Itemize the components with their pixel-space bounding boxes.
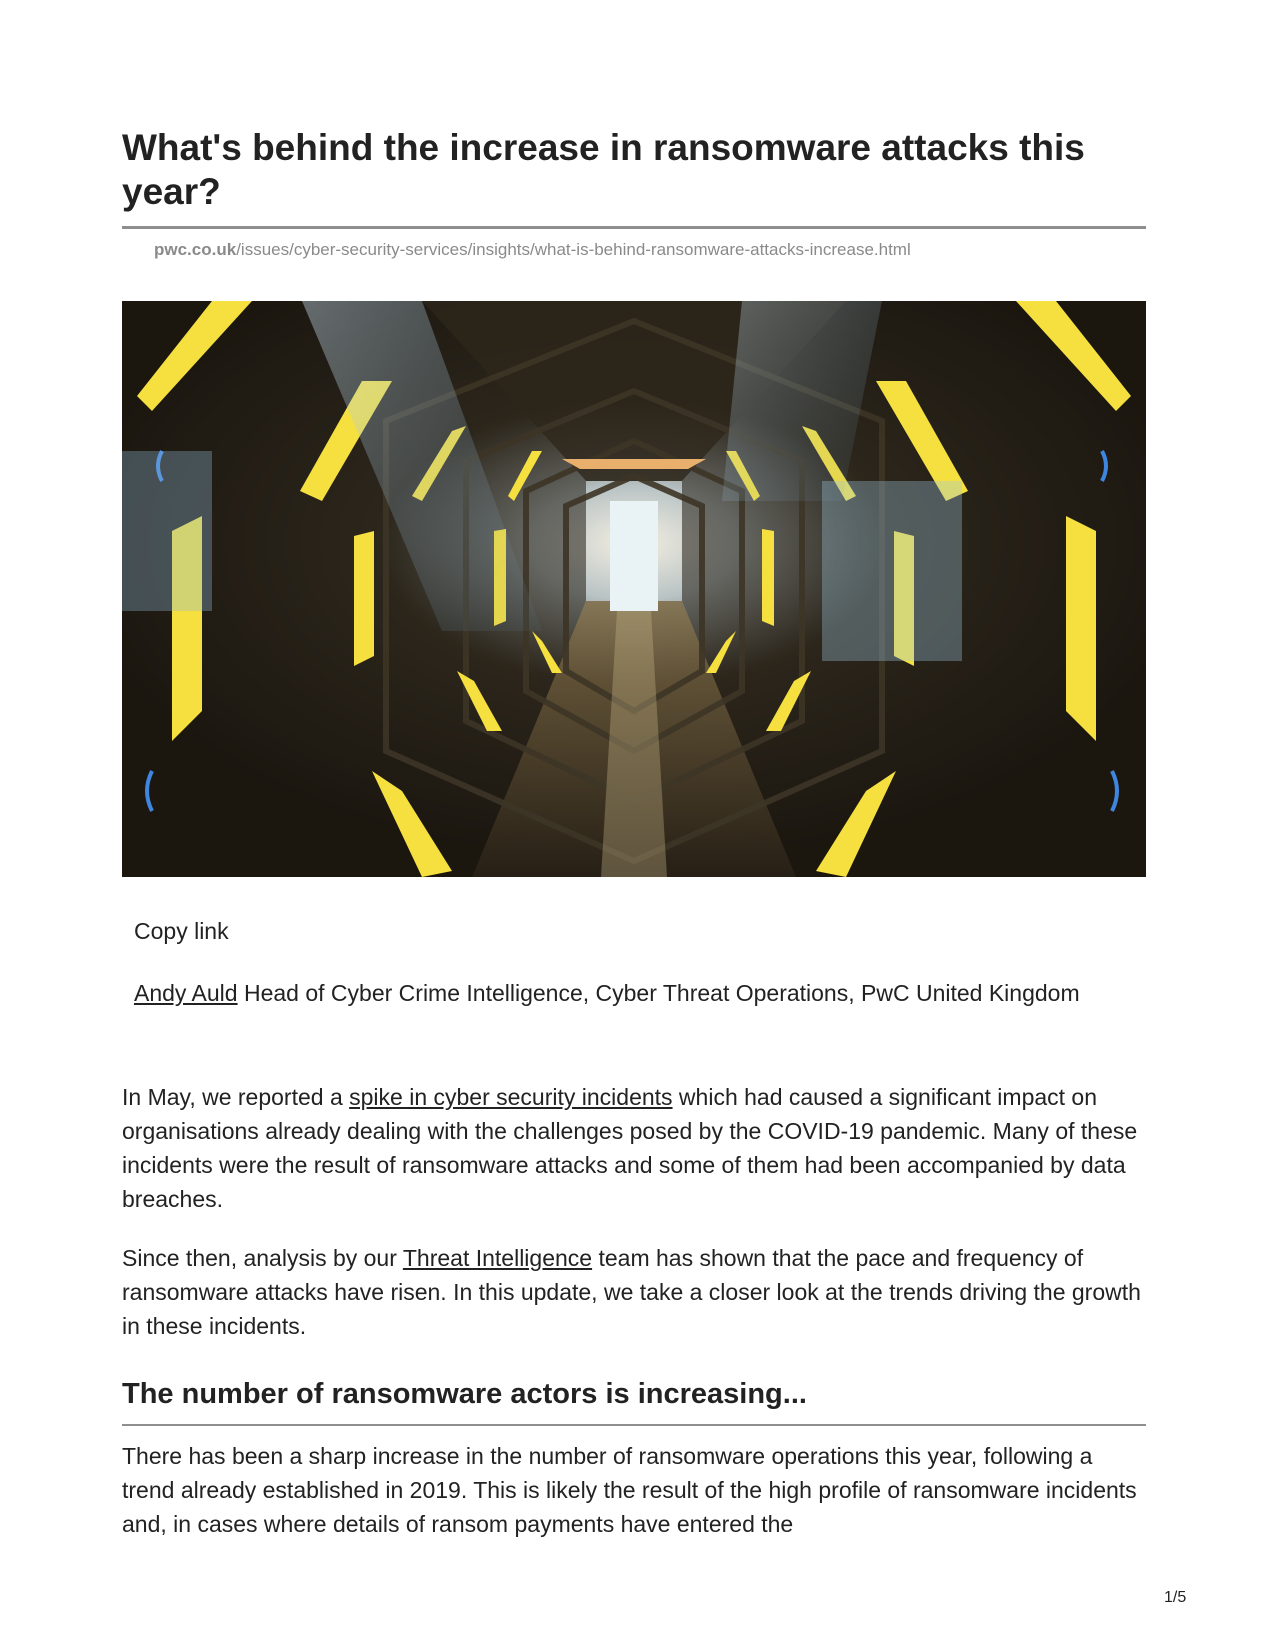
paragraph-3: There has been a sharp increase in the number of ransomware operations this year, following a trend already established in 2019. This is likely the result of the high profile of ransomware incidents and, in cases where details of ransom payments have entered the (122, 1443, 1137, 1537)
corridor-illustration (122, 301, 1146, 877)
p2-text-after: team has shown that the pace and frequency of ransomware attacks have risen. In this update, we take a closer look at the trends driving the growth in these incidents. (122, 1245, 1141, 1339)
page-number: 1/5 (1164, 1589, 1187, 1606)
hero-image (122, 301, 1146, 877)
author-link[interactable]: Andy Auld (134, 980, 238, 1006)
p2-text-before: Since then, analysis by our (122, 1245, 403, 1271)
title-divider (122, 226, 1146, 229)
section-divider (122, 1424, 1146, 1426)
author-byline (134, 976, 1134, 1010)
threat-intelligence-link[interactable]: Threat Intelligence (402, 1245, 593, 1271)
paragraph-2 (122, 1241, 1146, 1343)
url-path: /issues/cyber-security-services/insights/what-is-behind-ransomware-attacks-increase.html (236, 240, 911, 259)
url-domain: pwc.co.uk (154, 240, 237, 259)
section-heading: The number of ransomware actors is increasing... (122, 1378, 807, 1410)
article-title: What's behind the increase in ransomware attacks this year? (122, 127, 1085, 212)
p1-text-after: which had caused a significant impact on organisations already dealing with the challenges posed by the COVID-19 pandemic. Many of these incidents were the result of ransomware attacks and some of them had been accompanied by data breaches. (122, 1084, 1138, 1212)
author-role: Head of Cyber Crime Intelligence, Cyber Threat Operations, PwC United Kingdom (237, 980, 1080, 1006)
p1-text-before: In May, we reported a (122, 1084, 350, 1110)
source-url[interactable] (154, 240, 911, 260)
copy-link[interactable]: Copy link (134, 918, 229, 944)
spike-incidents-link[interactable]: spike in cyber security incidents (349, 1084, 673, 1110)
paragraph-1 (122, 1080, 1146, 1216)
